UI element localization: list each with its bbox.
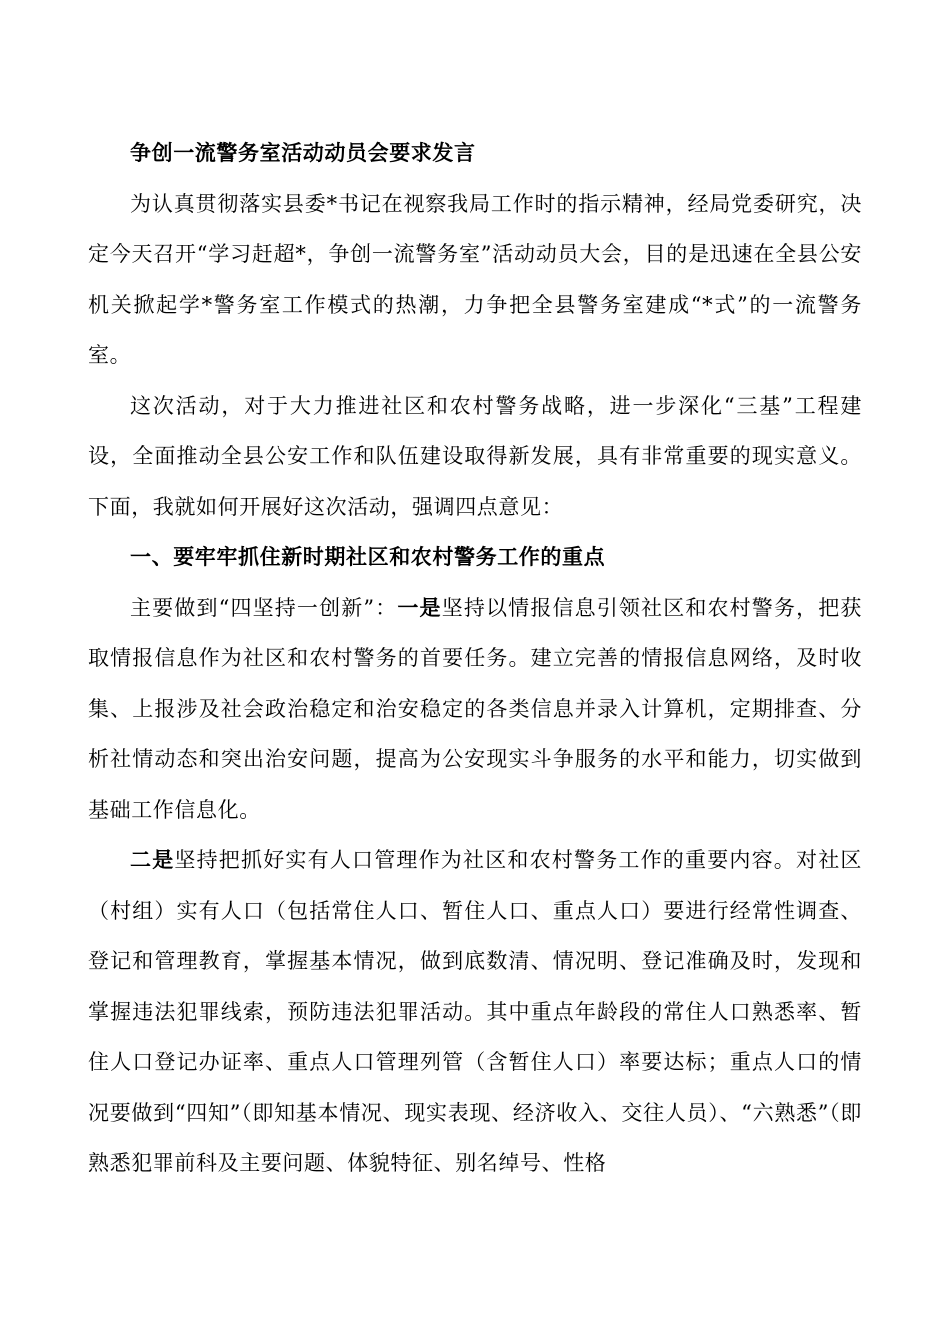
point-one-text: 坚持以情报信息引领社区和农村警务，把获取情报信息作为社区和农村警务的首要任务。建立完善的情报信息网络，及时收集、上报涉及社会政治稳定和治安稳定的各类信息并录入计算机，定期排查、分析社情动态和突出治安问题，提高为公安现实斗争服务的水平和能力，切实做到基础工作信息化。 (88, 595, 862, 822)
document-title: 争创一流警务室活动动员会要求发言 (130, 140, 476, 165)
point-marker-one: 一是 (397, 594, 442, 620)
point-marker-two: 二是 (130, 847, 175, 872)
document-page (88, 128, 862, 1189)
paragraph-significance: 这次活动，对于大力推进社区和农村警务战略，进一步深化“三基”工程建设，全面推动全县公安工作和队伍建设取得新发展，具有非常重要的现实意义。下面，我就如何开展好这次活动，强调四点意见： (88, 393, 862, 519)
section-heading-1: 一、要牢牢抓住新时期社区和农村警务工作的重点 (130, 544, 606, 569)
point-two-text: 坚持把抓好实有人口管理作为社区和农村警务工作的重要内容。对社区（村组）实有人口（包括常住人口、暂住人口、重点人口）要进行经常性调查、登记和管理教育，掌握基本情况，做到底数清、情况明、登记准确及时，发现和掌握违法犯罪线索，预防违法犯罪活动。其中重点年龄段的常住人口熟悉率、暂住人口登记办证率、重点人口管理列管（含暂住人口）率要达标；重点人口的情况要做到“四知”（即知基本情况、现实表现、经济收入、交往人员）、“六熟悉”（即熟悉犯罪前科及主要问题、体貌特征、别名绰号、性格 (88, 848, 862, 1175)
paragraph-lead: 主要做到“四坚持一创新”： (130, 595, 398, 620)
paragraph-point-one (88, 583, 862, 836)
paragraph-intro: 为认真贯彻落实县委*书记在视察我局工作时的指示精神，经局党委研究，决定今天召开“学习赶超*，争创一流警务室”活动动员大会，目的是迅速在全县公安机关掀起学*警务室工作模式的热潮，力争把全县警务室建成“*式”的一流警务室。 (88, 191, 862, 367)
paragraph-point-two (88, 835, 862, 1189)
